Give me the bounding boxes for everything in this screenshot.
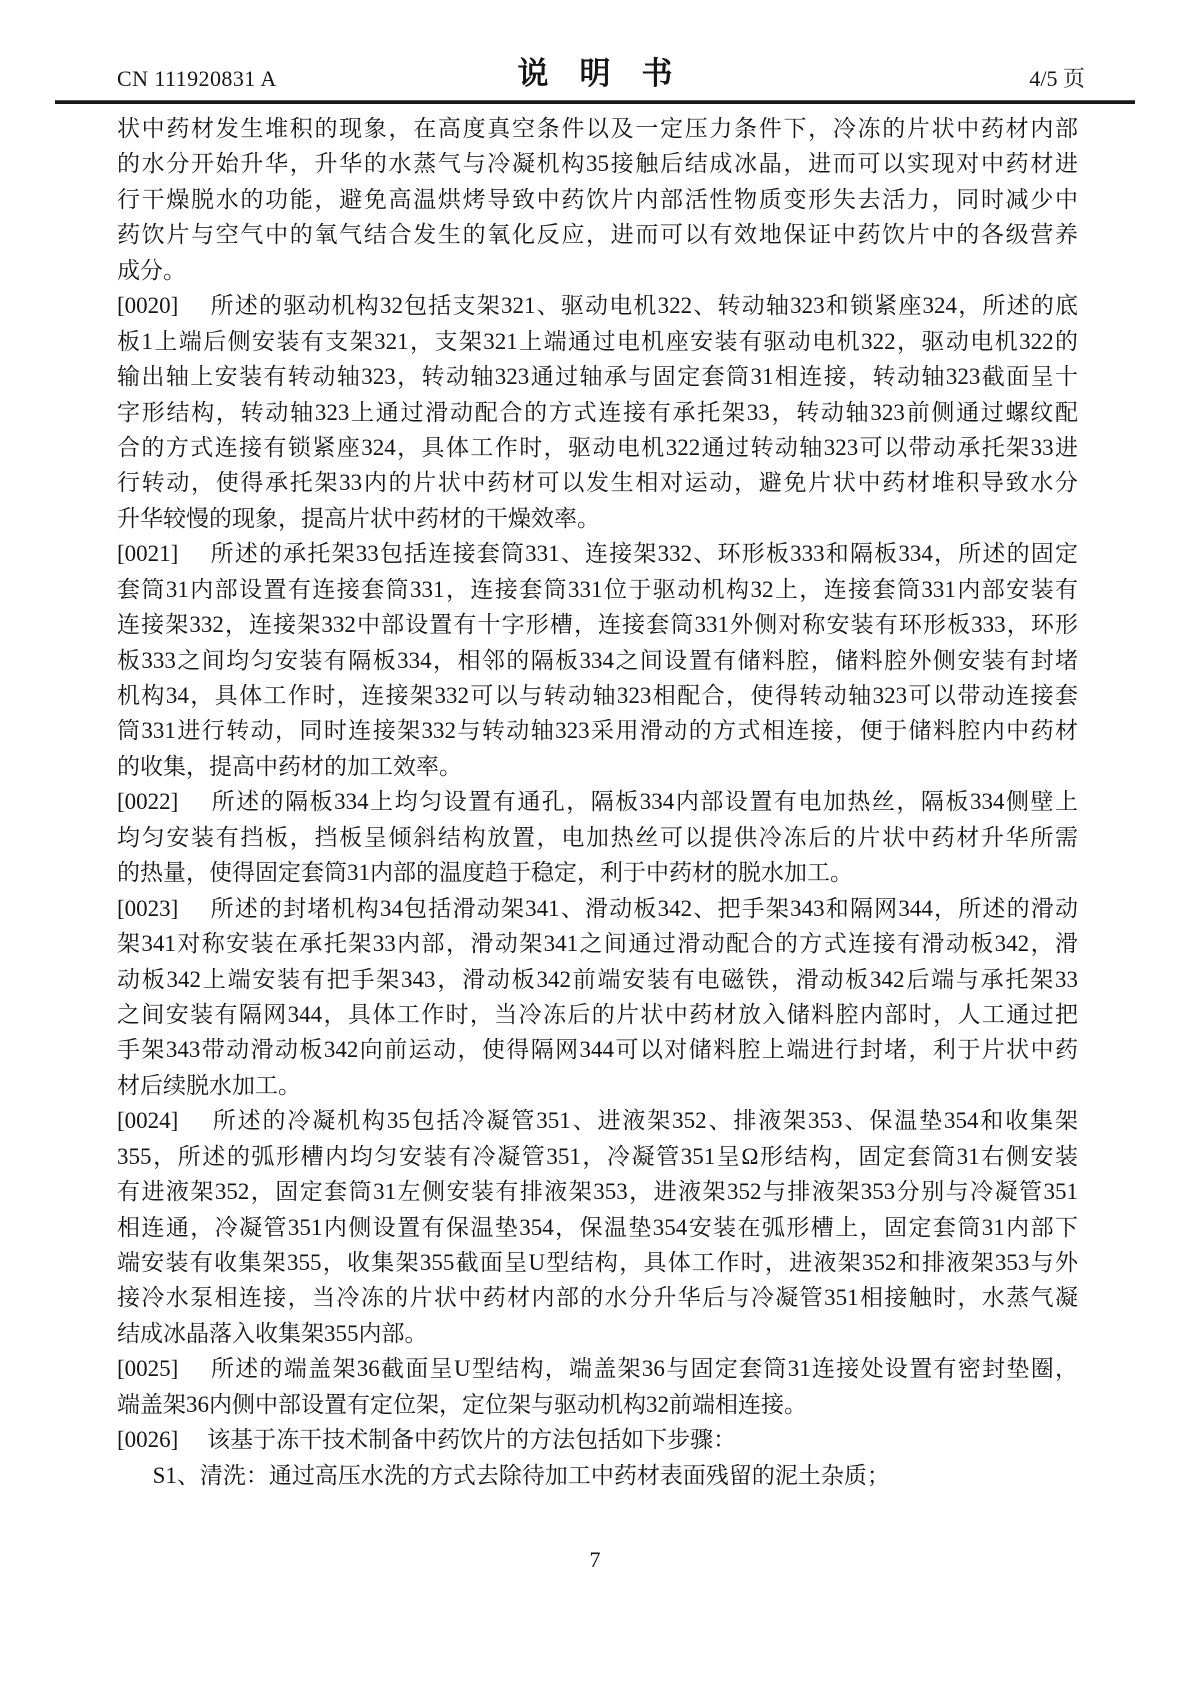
- text-line: 的水分开始升华，升华的水蒸气与冷凝机构35接触后结成冰晶，进而可以实现对中药材进: [117, 151, 1078, 177]
- text-line: 材后续脱水加工。: [117, 1072, 301, 1098]
- text-line: 355，所述的弧形槽内均匀安装有冷凝管351，冷凝管351呈Ω形结构，固定套筒31右侧安装: [117, 1143, 1078, 1169]
- text-line: 有进液架352，固定套筒31左侧安装有排液架353，进液架352与排液架353分别与冷凝管351: [117, 1179, 1078, 1205]
- footer-page-number: 7: [589, 1547, 601, 1572]
- text-line: 均匀安装有挡板，挡板呈倾斜结构放置，电加热丝可以提供冷冻后的片状中药材升华所需: [117, 824, 1078, 850]
- text-line: [0025] 所述的端盖架36截面呈U型结构，端盖架36与固定套筒31连接处设置有密封垫圈，: [117, 1356, 1078, 1382]
- text-line: [0024] 所述的冷凝机构35包括冷凝管351、进液架352、排液架353、保温垫354和收集架: [117, 1108, 1078, 1134]
- text-line: 升华较慢的现象，提高片状中药材的干燥效率。: [117, 505, 600, 531]
- page-title: 说 明 书: [517, 56, 673, 91]
- text-line: 连接架332，连接架332中部设置有十字形槽，连接套筒331外侧对称安装有环形板333，环形: [117, 612, 1078, 638]
- text-line: 动板342上端安装有把手架343，滑动板342前端安装有电磁铁，滑动板342后端与承托架33: [117, 966, 1078, 992]
- text-line: 板1上端后侧安装有支架321，支架321上端通过电机座安装有驱动电机322，驱动电机322的: [117, 328, 1078, 354]
- text-line: S1、清洗：通过高压水洗的方式去除待加工中药材表面残留的泥土杂质；: [152, 1462, 890, 1488]
- document-number: CN 111920831 A: [117, 66, 277, 91]
- text-line: 端安装有收集架355，收集架355截面呈U型结构，具体工作时，进液架352和排液架353与外: [117, 1250, 1078, 1275]
- page-indicator: 4/5 页: [1029, 66, 1085, 91]
- text-line: 架341对称安装在承托架33内部，滑动架341之间通过滑动配合的方式连接有滑动板342，滑: [117, 931, 1078, 957]
- header-divider: [55, 100, 1135, 104]
- text-line: 的收集，提高中药材的加工效率。: [117, 753, 462, 779]
- text-line: 的热量，使得固定套筒31内部的温度趋于稳定，利于中药材的脱水加工。: [117, 860, 853, 886]
- text-line: 接冷水泵相连接，当冷冻的片状中药材内部的水分升华后与冷凝管351相接触时，水蒸气凝: [117, 1285, 1078, 1311]
- text-line: 端盖架36内侧中部设置有定位架，定位架与驱动机构32前端相连接。: [117, 1391, 807, 1417]
- text-line: 套筒31内部设置有连接套筒331，连接套筒331位于驱动机构32上，连接套筒331内部安装有: [117, 576, 1078, 602]
- text-line: 板333之间均匀安装有隔板334，相邻的隔板334之间设置有储料腔，储料腔外侧安装有封堵: [117, 647, 1078, 673]
- text-line: [0020] 所述的驱动机构32包括支架321、驱动电机322、转动轴323和锁紧座324，所述的底: [117, 293, 1078, 319]
- text-line: 结成冰晶落入收集架355内部。: [117, 1320, 428, 1346]
- text-line: [0023] 所述的封堵机构34包括滑动架341、滑动板342、把手架343和隔网344，所述的滑动: [117, 895, 1078, 921]
- text-line: 药饮片与空气中的氧气结合发生的氧化反应，进而可以有效地保证中药饮片中的各级营养: [117, 222, 1078, 248]
- page-body: [117, 111, 1078, 1493]
- text-line: [0021] 所述的承托架33包括连接套筒331、连接架332、环形板333和隔板334，所述的固定: [117, 541, 1078, 567]
- text-line: 机构34，具体工作时，连接架332可以与转动轴323相配合，使得转动轴323可以带动连接套: [117, 683, 1078, 708]
- text-line: 手架343带动滑动板342向前运动，使得隔网344可以对储料腔上端进行封堵，利于片状中药: [117, 1037, 1078, 1063]
- text-line: 输出轴上安装有转动轴323，转动轴323通过轴承与固定套筒31相连接，转动轴323截面呈十: [117, 364, 1078, 390]
- text-line: 之间安装有隔网344，具体工作时，当冷冻后的片状中药材放入储料腔内部时，人工通过把: [117, 1001, 1078, 1027]
- text-line: 字形结构，转动轴323上通过滑动配合的方式连接有承托架33，转动轴323前侧通过螺纹配: [117, 399, 1078, 425]
- text-line: [0026] 该基于冻干技术制备中药饮片的方法包括如下步骤：: [117, 1427, 737, 1453]
- text-line: 筒331进行转动，同时连接架332与转动轴323采用滑动的方式相连接，便于储料腔内中药材: [117, 718, 1078, 744]
- text-line: [0022] 所述的隔板334上均匀设置有通孔，隔板334内部设置有电加热丝，隔板334侧壁上: [117, 789, 1078, 815]
- text-line: 状中药材发生堆积的现象，在高度真空条件以及一定压力条件下，冷冻的片状中药材内部: [117, 116, 1078, 141]
- text-line: 行干燥脱水的功能，避免高温烘烤导致中药饮片内部活性物质变形失去活力，同时减少中: [117, 186, 1078, 212]
- text-line: 相连通，冷凝管351内侧设置有保温垫354，保温垫354安装在弧形槽上，固定套筒31内部下: [117, 1214, 1078, 1240]
- text-line: 成分。: [117, 257, 186, 283]
- text-line: 行转动，使得承托架33内的片状中药材可以发生相对运动，避免片状中药材堆积导致水分: [117, 470, 1078, 496]
- text-line: 合的方式连接有锁紧座324，具体工作时，驱动电机322通过转动轴323可以带动承托架33进: [117, 434, 1078, 460]
